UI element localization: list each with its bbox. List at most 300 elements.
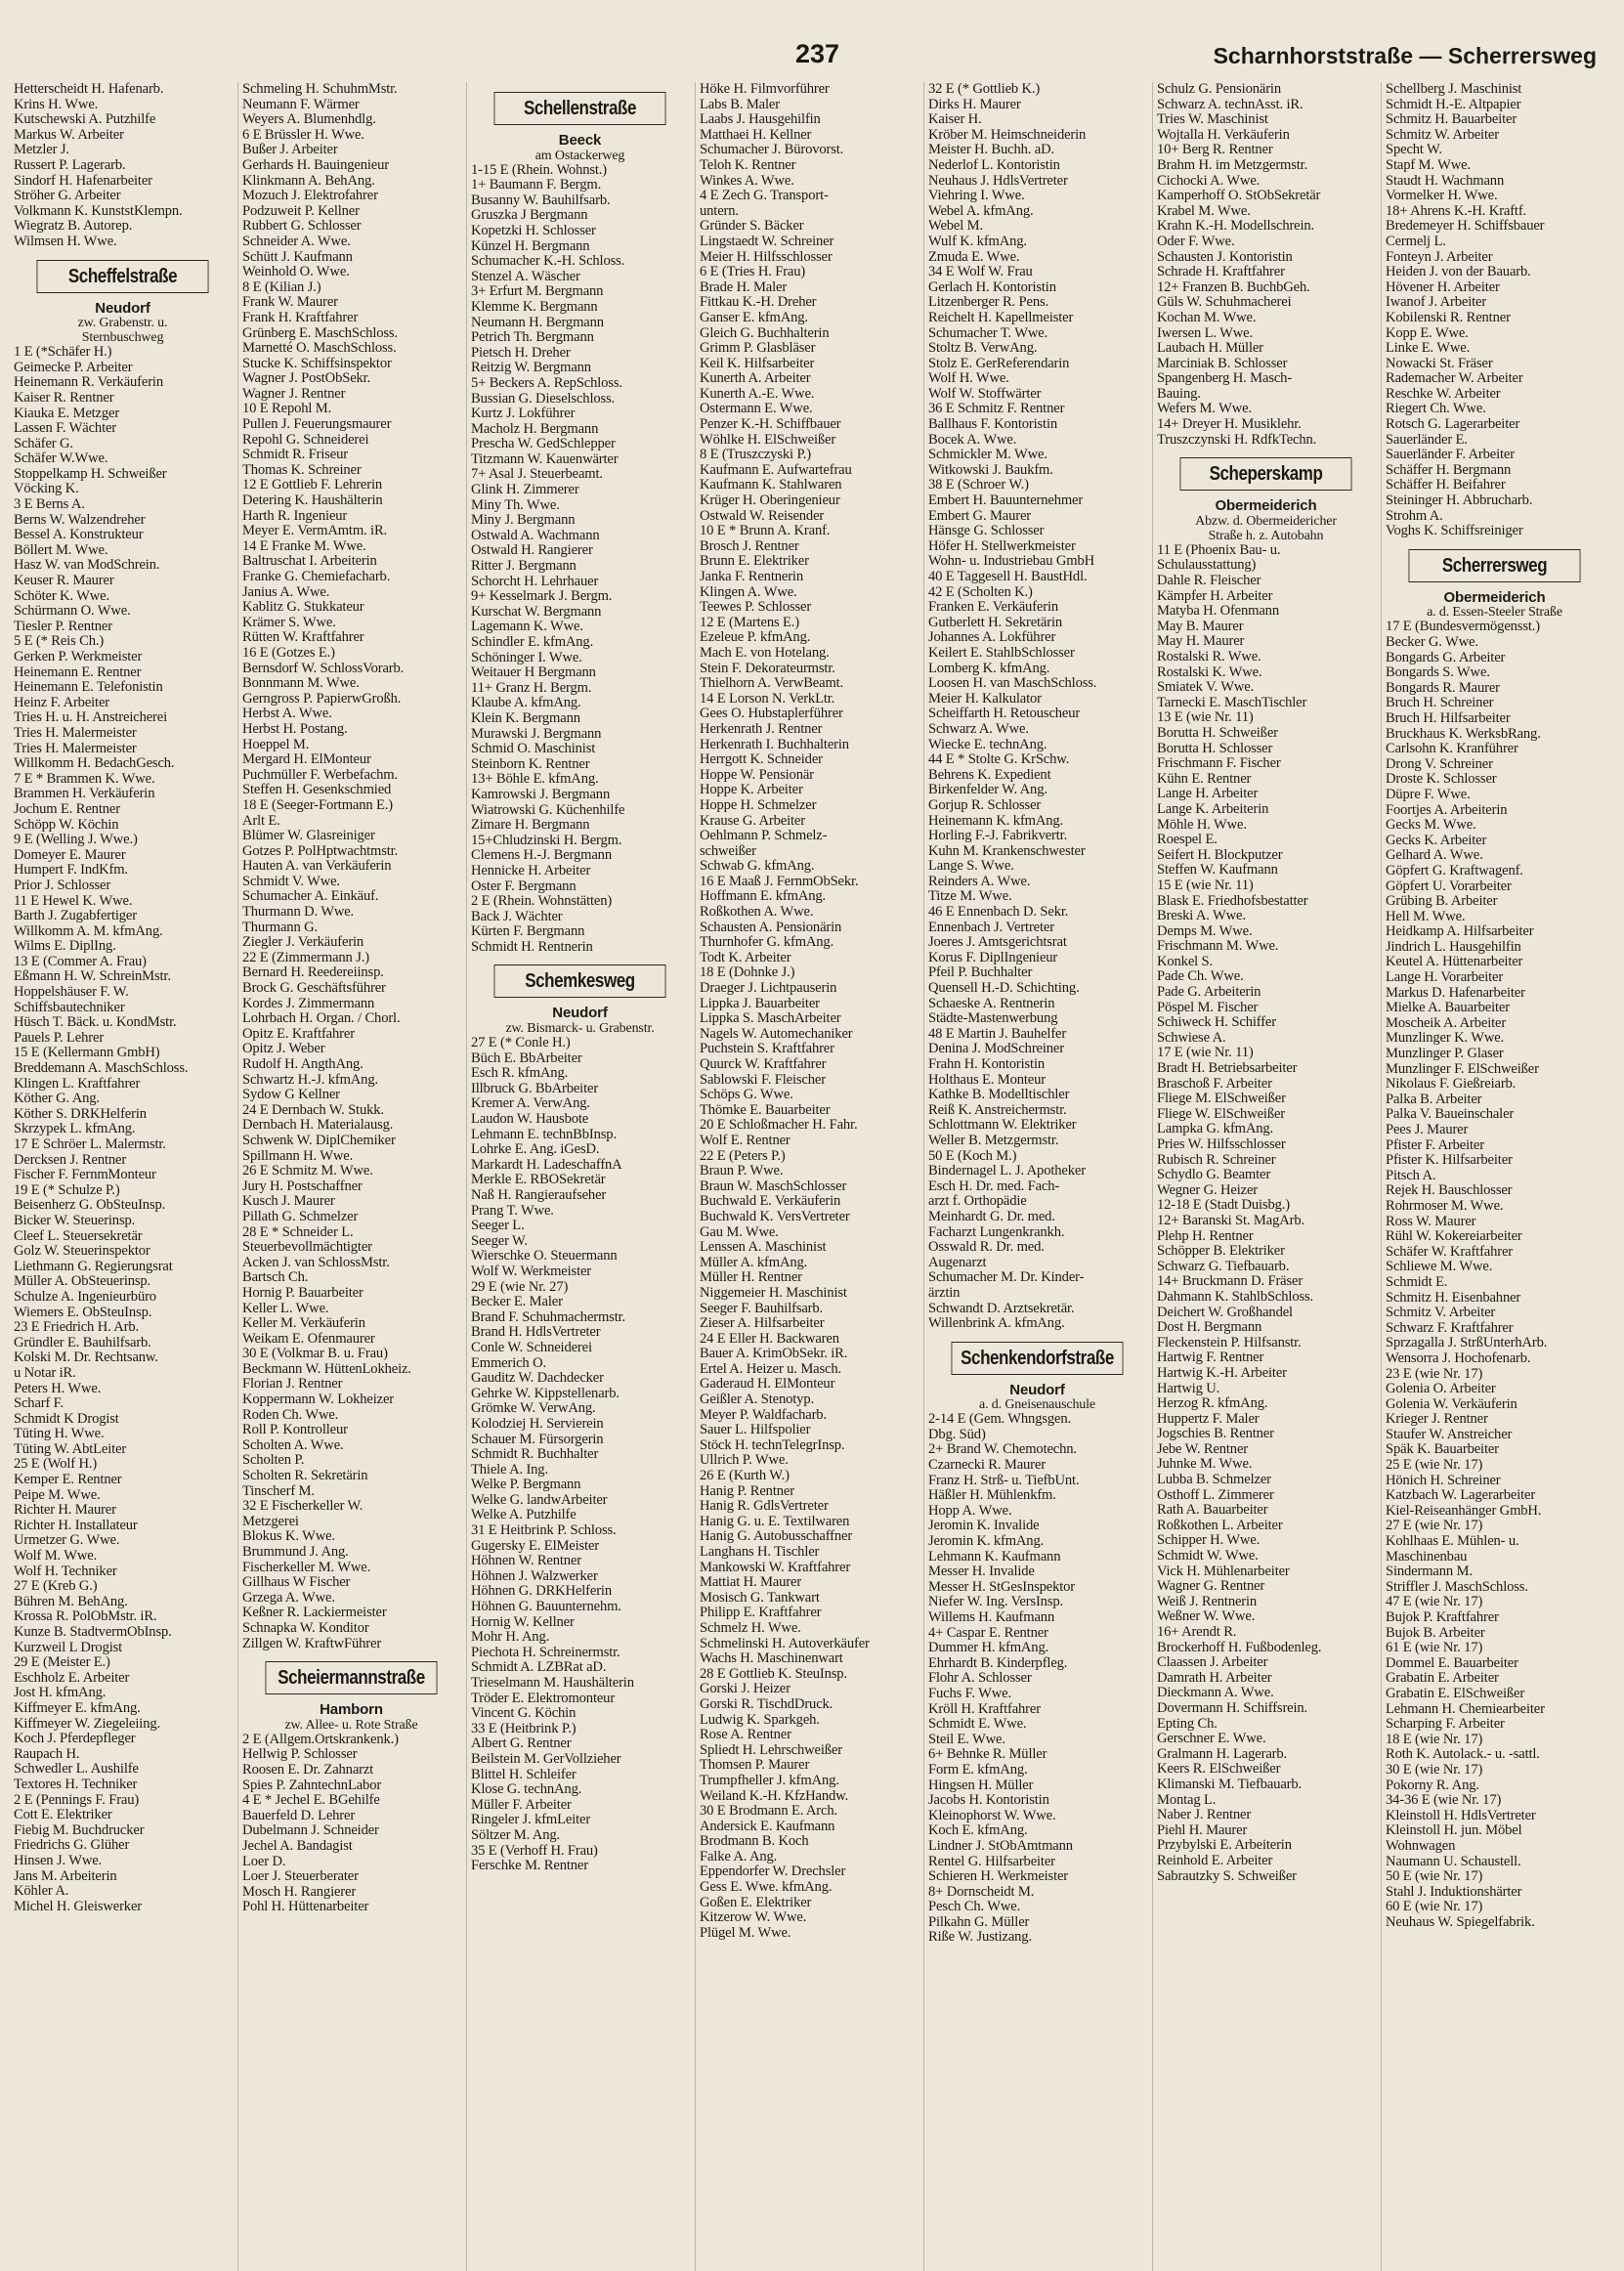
directory-entry: Gutberlett H. Sekretärin: [928, 615, 1063, 630]
directory-entry: Jechel A. Bandagist: [242, 1838, 353, 1854]
directory-entry: Ziegler J. Verkäuferin: [242, 935, 364, 951]
directory-entry: 5 E (* Reis Ch.): [14, 634, 105, 650]
directory-entry: Hasz W. van ModSchrein.: [14, 558, 160, 574]
directory-entry: Glink H. Zimmerer: [471, 483, 579, 498]
directory-entry: 42 E (Scholten K.): [928, 584, 1033, 600]
directory-entry: 8 E (Kilian J.): [242, 279, 321, 295]
directory-entry: Hinsen J. Wwe.: [14, 1853, 103, 1868]
directory-entry: Piehl H. Maurer: [1157, 1822, 1248, 1838]
directory-entry: Jost H. kfmAng.: [14, 1686, 107, 1701]
directory-entry: Willenbrink A. kfmAng.: [928, 1316, 1065, 1332]
directory-entry: Krieger J. Rentner: [1386, 1412, 1488, 1428]
directory-entry: Damrath H. Arbeiter: [1157, 1670, 1272, 1686]
directory-entry: 22 E (Zimmermann J.): [242, 950, 369, 965]
directory-entry: Fleckenstein P. Hilfsanstr.: [1157, 1335, 1302, 1350]
directory-entry: 13 E (Commer A. Frau): [14, 954, 147, 969]
directory-entry: Tiesler P. Rentner: [14, 619, 112, 634]
directory-entry: Gau M. Wwe.: [700, 1224, 779, 1240]
directory-entry: Plügel M. Wwe.: [700, 1925, 791, 1941]
directory-entry: Joeres J. Amtsgerichtsrat: [928, 935, 1067, 951]
directory-entry: Schindler E. kfmAng.: [471, 635, 594, 650]
directory-entry: Reichelt H. Kapellmeister: [928, 310, 1074, 325]
directory-entry: Dahmann K. StahlbSchloss.: [1157, 1289, 1314, 1305]
directory-entry: Brummund J. Ang.: [242, 1545, 349, 1560]
directory-entry: Gees O. Hubstaplerführer: [700, 707, 843, 722]
column-6: [1152, 82, 1375, 2271]
directory-entry: Rudolf H. AngthAng.: [242, 1057, 363, 1072]
directory-entry: Fischer F. FernmMonteur: [14, 1168, 156, 1183]
directory-entry: Lagemann K. Wwe.: [471, 620, 583, 635]
directory-entry: 29 E (wie Nr. 27): [471, 1279, 569, 1295]
directory-entry: Sauer L. Hilfspolier: [700, 1423, 811, 1438]
directory-entry: 30 E Brodmann E. Arch.: [700, 1804, 837, 1820]
directory-entry: Schumacher J. Bürovorst.: [700, 143, 844, 158]
directory-entry: Krause G. Arbeiter: [700, 813, 805, 829]
directory-entry: 6 E (Tries H. Frau): [700, 265, 806, 280]
directory-entry: Jeromin K. Invalide: [928, 1519, 1040, 1534]
directory-entry: 2 E (Pennings F. Frau): [14, 1792, 140, 1808]
directory-entry: Ehrhardt B. Kinderpfleg.: [928, 1655, 1068, 1671]
directory-entry: Schipper H. Wwe.: [1157, 1533, 1261, 1549]
directory-entry: Thurnhofer G. kfmAng.: [700, 935, 834, 951]
directory-entry: Hetterscheidt H. Hafenarb.: [14, 82, 164, 97]
directory-entry: Gruszka J Bergmann: [471, 208, 588, 224]
directory-entry: Schwab G. kfmAng.: [700, 859, 815, 875]
directory-entry: Frahn H. Kontoristin: [928, 1057, 1046, 1072]
directory-entry: Opitz E. Kraftfahrer: [242, 1026, 355, 1042]
directory-entry: Munzlinger F. ElSchweißer: [1386, 1061, 1539, 1077]
directory-entry: Labs B. Maler: [700, 97, 780, 112]
directory-entry: Marciniak B. Schlosser: [1157, 356, 1288, 371]
directory-entry: Lehmann E. technBbInsp.: [471, 1127, 617, 1142]
directory-entry: Wolf H. Wwe.: [928, 371, 1009, 387]
directory-entry: Schmitz H. Eisenbahner: [1386, 1290, 1521, 1306]
directory-entry: Oehlmann P. Schmelz-: [700, 829, 828, 844]
directory-entry: Schwarz F. Kraftfahrer: [1386, 1320, 1514, 1336]
directory-entry: Schiweck H. Schiffer: [1157, 1015, 1276, 1031]
directory-entry: Fiebig M. Buchdrucker: [14, 1822, 145, 1838]
directory-entry: Vincent G. Köchin: [471, 1706, 577, 1722]
directory-entry: Dernbach H. Materialausg.: [242, 1118, 394, 1134]
directory-entry: Schwandt D. Arztsekretär.: [928, 1301, 1075, 1316]
directory-entry: Lenssen A. Maschinist: [700, 1240, 827, 1256]
directory-entry: 61 E (wie Nr. 17): [1386, 1641, 1483, 1656]
directory-entry: Kobilenski R. Rentner: [1386, 310, 1511, 325]
directory-entry: Bruckhaus K. WerksbRang.: [1386, 726, 1541, 742]
directory-entry: Breddemann A. MaschSchloss.: [14, 1061, 189, 1077]
directory-entry: Striffler J. MaschSchloss.: [1386, 1579, 1528, 1595]
directory-entry: Fittkau K.-H. Dreher: [700, 295, 817, 311]
directory-entry: 5+ Beckers A. RepSchloss.: [471, 375, 622, 391]
directory-entry: Trieselmann M. Haushälterin: [471, 1676, 634, 1691]
directory-entry: Hoppelshäuser F. W.: [14, 985, 129, 1001]
directory-entry: Klimanski M. Tiefbauarb.: [1157, 1777, 1303, 1792]
street-heading: Scherrersweg: [1409, 549, 1581, 582]
directory-entry: Koch E. kfmAng.: [928, 1823, 1028, 1839]
directory-entry: 28 E Gottlieb K. SteuInsp.: [700, 1666, 847, 1682]
directory-entry: Gauditz W. Dachdecker: [471, 1371, 604, 1387]
directory-entry: Schmeling H. SchuhmMstr.: [242, 82, 398, 97]
directory-entry: Wolf M. Wwe.: [14, 1549, 98, 1564]
directory-entry: Schmidt A. LZBRat aD.: [471, 1660, 607, 1676]
directory-entry: Willkomm H. BedachGesch.: [14, 756, 175, 772]
directory-entry: Kiauka E. Metzger: [14, 406, 120, 421]
directory-entry: Deichert W. Großhandel: [1157, 1305, 1293, 1320]
directory-entry: Brosch J. Rentner: [700, 538, 799, 554]
directory-entry: 32 E (* Gottlieb K.): [928, 82, 1041, 97]
directory-entry: 4 E Zech G. Transport-: [700, 189, 829, 204]
directory-entry: Schmitz V. Arbeiter: [1386, 1306, 1496, 1321]
directory-entry: Franke G. Chemiefacharb.: [242, 570, 391, 584]
directory-entry: 50 E (Koch M.): [928, 1148, 1017, 1164]
directory-entry: Ennenbach J. Vertreter: [928, 920, 1054, 935]
directory-entry: Plehp H. Rentner: [1157, 1228, 1254, 1244]
directory-entry: 15 E (wie Nr. 11): [1157, 878, 1254, 893]
directory-entry: Hanig P. Rentner: [700, 1483, 794, 1499]
directory-entry: Foortjes A. Arbeiterin: [1386, 802, 1508, 818]
directory-entry: Montag L.: [1157, 1792, 1217, 1808]
directory-entry: Kochan M. Wwe.: [1157, 310, 1257, 325]
directory-entry: Keutel A. Hüttenarbeiter: [1386, 955, 1523, 970]
directory-entry: Pade Ch. Wwe.: [1157, 969, 1244, 985]
directory-entry: Klingen L. Kraftfahrer: [14, 1076, 141, 1092]
directory-entry: Strohm A.: [1386, 508, 1443, 524]
directory-entry: Bongards S. Wwe.: [1386, 665, 1490, 681]
directory-entry: Koch J. Pferdepfleger: [14, 1732, 136, 1747]
directory-entry: Schellberg J. Maschinist: [1386, 82, 1522, 97]
directory-entry: Gelhard A. Wwe.: [1386, 848, 1483, 864]
directory-entry: Meyer E. VermAmtm. iR.: [242, 524, 388, 539]
directory-entry: Schmidt K Drogist: [14, 1411, 119, 1427]
directory-entry: Acken J. van SchlossMstr.: [242, 1255, 390, 1270]
directory-entry: Zmuda E. Wwe.: [928, 249, 1020, 265]
directory-entry: Lomberg K. kfmAng.: [928, 661, 1050, 676]
directory-entry: Dovermann H. Schiffsrein.: [1157, 1700, 1308, 1716]
directory-entry: Laudon W. Hausbote: [471, 1112, 589, 1128]
directory-entry: Richter H. Maurer: [14, 1503, 116, 1519]
directory-entry: Brade H. Maler: [700, 279, 788, 295]
directory-entry: Kutschewski A. Putzhilfe: [14, 112, 156, 128]
directory-entry: Späk K. Bauarbeiter: [1386, 1442, 1499, 1458]
directory-entry: Schöpp W. Köchin: [14, 817, 119, 833]
directory-entry: Ferschke M. Rentner: [471, 1859, 588, 1874]
directory-entry: Herrgott K. Schneider: [700, 752, 823, 768]
directory-entry: 14+ Dreyer H. Musiklehr.: [1157, 417, 1302, 433]
directory-entry: Bredemeyer H. Schiffsbauer: [1386, 219, 1545, 235]
directory-entry: Gerlach H. Kontoristin: [928, 279, 1056, 295]
directory-entry: Ertel A. Heizer u. Masch.: [700, 1361, 841, 1377]
directory-entry: Tries H. u. H. Anstreicherei: [14, 710, 167, 726]
directory-entry: Bradt H. Betriebsarbeiter: [1157, 1061, 1298, 1077]
directory-entry: Sabrautzky S. Schweißer: [1157, 1868, 1297, 1884]
directory-entry: 25 E (wie Nr. 17): [1386, 1458, 1483, 1474]
directory-entry: Nederlof L. Kontoristin: [928, 157, 1060, 173]
directory-entry: Puchmüller F. Werbefachm.: [242, 767, 398, 783]
directory-entry: Grabatin E. Arbeiter: [1386, 1671, 1499, 1687]
directory-entry: Viehring I. Wwe.: [928, 189, 1025, 204]
directory-entry: Metzgerei: [242, 1514, 299, 1529]
directory-entry: 4+ Caspar E. Rentner: [928, 1625, 1048, 1641]
directory-entry: Rostalski R. Wwe.: [1157, 650, 1261, 664]
directory-entry: Matthaei H. Kellner: [700, 127, 812, 143]
directory-entry: Wegner G. Heizer: [1157, 1182, 1258, 1198]
directory-entry: 36 E Schmitz F. Rentner: [928, 402, 1065, 417]
directory-entry: Juhnke M. Wwe.: [1157, 1457, 1253, 1473]
directory-entry: Maschinenbau: [1386, 1549, 1468, 1564]
directory-entry: Schwarz A. Wwe.: [928, 721, 1029, 737]
directory-entry: Grzega A. Wwe.: [242, 1590, 335, 1606]
directory-entry: Behrens K. Expedient: [928, 767, 1051, 783]
directory-entry: 17 E (wie Nr. 11): [1157, 1046, 1254, 1061]
directory-entry: Golz W. Steuerinspektor: [14, 1244, 150, 1260]
directory-entry: Pfister K. Hilfsarbeiter: [1386, 1153, 1513, 1169]
directory-entry: Schmidt E. Wwe.: [928, 1717, 1027, 1733]
directory-entry: Roßkothen L. Arbeiter: [1157, 1518, 1283, 1533]
directory-entry: Nagels W. Automechaniker: [700, 1026, 853, 1042]
directory-entry: Eßmann H. W. SchreinMstr.: [14, 969, 171, 985]
directory-entry: 1 E (*Schäfer H.): [14, 345, 112, 361]
directory-entry: Klose G. technAng.: [471, 1782, 582, 1798]
directory-entry: Sprzagalla J. StrßUnterhArb.: [1386, 1336, 1548, 1351]
directory-entry: Hoppe K. Arbeiter: [700, 783, 803, 798]
directory-entry: Jochum E. Rentner: [14, 801, 120, 817]
column-5: [923, 82, 1146, 2271]
directory-entry: Gecks M. Wwe.: [1386, 818, 1476, 834]
directory-entry: Lehmann H. Chemiearbeiter: [1386, 1701, 1545, 1717]
directory-entry: Tarnecki E. MaschTischler: [1157, 695, 1307, 710]
directory-entry: 18+ Ahrens K.-H. Kraftf.: [1386, 203, 1527, 219]
directory-entry: 27 E (Kreb G.): [14, 1579, 98, 1595]
directory-entry: Höhnen W. Rentner: [471, 1554, 581, 1569]
directory-entry: Prescha W. GedSchlepper: [471, 437, 616, 452]
directory-entry: Spangenberg H. Masch-: [1157, 371, 1293, 387]
directory-entry: 60 E (wie Nr. 17): [1386, 1900, 1483, 1915]
directory-entry: Schumacher M. Dr. Kinder-: [928, 1270, 1085, 1286]
directory-entry: 16 E Maaß J. FernmObSekr.: [700, 874, 859, 889]
directory-entry: Schausten A. Pensionärin: [700, 920, 842, 935]
directory-entry: ärztin: [928, 1285, 961, 1301]
directory-entry: 7+ Asal J. Steuerbeamt.: [471, 467, 603, 483]
directory-entry: Schieren H. Werkmeister: [928, 1869, 1069, 1885]
directory-entry: Herzog R. kfmAng.: [1157, 1396, 1268, 1412]
directory-entry: Reinders A. Wwe.: [928, 874, 1031, 889]
directory-entry: Opitz J. Weber: [242, 1042, 325, 1057]
directory-entry: Prang T. Wwe.: [471, 1203, 554, 1219]
directory-entry: Dost H. Bergmann: [1157, 1320, 1262, 1336]
directory-entry: Wiegratz B. Autorep.: [14, 219, 133, 235]
directory-entry: 19 E (* Schulze P.): [14, 1182, 120, 1198]
directory-entry: Thiele A. Ing.: [471, 1462, 548, 1478]
directory-entry: 18 E (Seeger-Fortmann E.): [242, 797, 394, 813]
directory-entry: Klaube A. kfmAng.: [471, 696, 581, 711]
directory-entry: Möhle H. Wwe.: [1157, 817, 1247, 833]
directory-entry: Seeger W.: [471, 1233, 528, 1249]
directory-entry: Johannes A. Lokführer: [928, 630, 1056, 646]
directory-entry: Eppendorfer W. Drechsler: [700, 1864, 846, 1880]
directory-entry: Hanig G. u. E. Textilwaren: [700, 1514, 850, 1529]
directory-entry: Thomsen P. Maurer: [700, 1758, 810, 1774]
directory-entry: Wolf H. Techniker: [14, 1564, 117, 1579]
directory-entry: Kolodziej H. Servierein: [471, 1416, 604, 1432]
directory-entry: Hanig R. GdlsVertreter: [700, 1499, 829, 1515]
directory-entry: Keuser R. Maurer: [14, 574, 114, 589]
directory-entry: Willkomm A. M. kfmAng.: [14, 923, 163, 939]
directory-entry: Webel M.: [928, 219, 983, 235]
directory-entry: Wulf K. kfmAng.: [928, 234, 1027, 249]
directory-entry: Göpfert U. Vorarbeiter: [1386, 878, 1512, 894]
directory-entry: 34-36 E (wie Nr. 17): [1386, 1793, 1502, 1809]
directory-entry: Smiatek V. Wwe.: [1157, 680, 1255, 696]
directory-entry: Heiden J. von der Bauarb.: [1386, 265, 1531, 280]
directory-entry: Keil K. Hilfsarbeiter: [700, 356, 815, 371]
directory-entry: Jans M. Arbeiterin: [14, 1868, 117, 1884]
directory-entry: Mach E. von Hotelang.: [700, 645, 830, 661]
directory-entry: Florian J. Rentner: [242, 1377, 343, 1393]
directory-entry: Gerschner E. Wwe.: [1157, 1732, 1266, 1747]
directory-entry: Heinemann R. Verkäuferin: [14, 375, 163, 391]
directory-entry: Kleinstoll H. jun. Möbel: [1386, 1823, 1522, 1839]
directory-entry: Jogschies B. Rentner: [1157, 1427, 1274, 1442]
directory-entry: Quensell H.-D. Schichting.: [928, 981, 1080, 997]
directory-entry: Bujok P. Kraftfahrer: [1386, 1610, 1499, 1625]
directory-entry: Ludwig K. Sparkgeh.: [700, 1712, 820, 1728]
directory-entry: Ströher G. Arbeiter: [14, 189, 121, 204]
directory-entry: Vöcking K.: [14, 482, 79, 497]
directory-entry: Mergard H. ElMonteur: [242, 752, 371, 768]
directory-entry: Esch H. Dr. med. Fach-: [928, 1178, 1060, 1194]
directory-entry: 2-14 E (Gem. Whngsgen.: [928, 1412, 1071, 1428]
directory-entry: Holthaus E. Monteur: [928, 1072, 1046, 1088]
directory-entry: Frischmann F. Fischer: [1157, 756, 1281, 772]
directory-entry: Brock G. Geschäftsführer: [242, 981, 386, 997]
directory-entry: Lange S. Wwe.: [928, 859, 1014, 875]
directory-entry: Müller H. Rentner: [700, 1270, 802, 1286]
directory-entry: Ostwald W. Reisender: [700, 508, 825, 524]
directory-entry: Weyers A. Blumenhdlg.: [242, 112, 376, 128]
directory-entry: Dercksen J. Rentner: [14, 1152, 127, 1168]
directory-entry: Braun W. MaschSchlosser: [700, 1178, 847, 1194]
directory-entry: 14 E Lorson N. VerkLtr.: [700, 691, 835, 707]
directory-entry: Böllert M. Wwe.: [14, 542, 108, 558]
directory-entry: Rohrmoser M. Wwe.: [1386, 1198, 1504, 1214]
directory-entry: Hänsge G. Schlosser: [928, 524, 1045, 539]
directory-entry: Pilkahn G. Müller: [928, 1914, 1030, 1930]
directory-entry: Bindernagel L. J. Apotheker: [928, 1164, 1086, 1179]
directory-entry: Stenzel A. Wäscher: [471, 269, 580, 284]
directory-entry: Stapf M. Wwe.: [1386, 157, 1471, 173]
directory-entry: Hoppe W. Pensionär: [700, 767, 814, 783]
directory-entry: Schumacher K.-H. Schloss.: [471, 254, 625, 270]
directory-entry: Sydow G Kellner: [242, 1088, 340, 1103]
directory-entry: Frischmann M. Wwe.: [1157, 939, 1279, 955]
directory-entry: 8+ Dornscheidt M.: [928, 1884, 1035, 1900]
directory-entry: Tinscherf M.: [242, 1483, 315, 1499]
directory-entry: Bauer A. KrimObSekr. iR.: [700, 1347, 848, 1362]
directory-entry: Wiatrowski G. Küchenhilfe: [471, 802, 625, 818]
column-7: [1381, 82, 1603, 2271]
page-number: 237: [795, 39, 840, 68]
directory-entry: Kleinophorst W. Wwe.: [928, 1808, 1056, 1823]
directory-entry: Bartsch Ch.: [242, 1270, 309, 1286]
directory-entry: Pade G. Arbeiterin: [1157, 985, 1261, 1001]
directory-entry: Steffen H. Gesenkschmied: [242, 783, 392, 798]
directory-entry: Kleinstoll H. HdlsVertreter: [1386, 1808, 1536, 1823]
directory-entry: Söltzer M. Ang.: [471, 1827, 560, 1843]
directory-entry: Krahn K.-H. Modellschrein.: [1157, 219, 1315, 235]
directory-entry: Welke A. Putzhilfe: [471, 1508, 577, 1523]
directory-entry: Schwarz G. Tiefbauarb.: [1157, 1259, 1290, 1274]
directory-entry: Raupach H.: [14, 1746, 80, 1762]
directory-entry: 46 E Ennenbach D. Sekr.: [928, 905, 1069, 921]
street-location-note: zw. Grabenstr. u.: [77, 316, 168, 331]
directory-entry: Kremer A. VerwAng.: [471, 1096, 590, 1112]
directory-entry: Domeyer E. Maurer: [14, 847, 126, 863]
directory-entry: Höhnen G. Bauunternehm.: [471, 1600, 621, 1615]
directory-entry: 44 E * Stolte G. KrSchw.: [928, 752, 1070, 768]
column-3: [466, 82, 689, 2271]
directory-entry: Scholten A. Wwe.: [242, 1437, 344, 1453]
directory-entry: Todt K. Arbeiter: [700, 950, 791, 965]
directory-entry: Nowacki St. Fräser: [1386, 356, 1493, 371]
directory-entry: Reitzig W. Bergmann: [471, 361, 591, 376]
directory-entry: Vormelker H. Wwe.: [1386, 189, 1498, 204]
directory-entry: Klingen A. Wwe.: [700, 584, 797, 600]
directory-entry: Sablowski F. Fleischer: [700, 1072, 826, 1088]
directory-entry: Hoeppel M.: [242, 737, 310, 752]
directory-entry: Höhnen J. Walzwerker: [471, 1568, 598, 1584]
directory-entry: Schauer M. Fürsorgerin: [471, 1432, 604, 1447]
directory-entry: Rubbert G. Schlosser: [242, 219, 362, 235]
directory-entry: Wolf W. Werkmeister: [471, 1264, 592, 1279]
directory-entry: Markus W. Arbeiter: [14, 127, 124, 143]
directory-entry: 31 E Heitbrink P. Schloss.: [471, 1523, 617, 1539]
directory-entry: Wohnwagen: [1386, 1838, 1456, 1854]
directory-entry: Wefers M. Wwe.: [1157, 402, 1252, 417]
district-label: Obermeiderich: [1215, 497, 1317, 515]
directory-entry: Stoltz B. VerwAng.: [928, 341, 1038, 357]
directory-entry: Steininger H. Abbrucharb.: [1386, 493, 1533, 509]
directory-entry: Stein F. Dekorateurmstr.: [700, 661, 835, 676]
directory-entry: untern.: [700, 203, 739, 219]
directory-entry: Facharzt Lungenkrankh.: [928, 1224, 1065, 1240]
directory-entry: Stoppelkamp H. Schweißer: [14, 466, 167, 482]
directory-entry: 20 E Schloßmacher H. Fahr.: [700, 1118, 858, 1134]
directory-entry: Spies P. ZahntechnLabor: [242, 1778, 382, 1793]
directory-entry: Lingstaedt W. Schreiner: [700, 234, 834, 249]
directory-entry: Schmidt H.-E. Altpapier: [1386, 97, 1521, 112]
directory-entry: Emmerich O.: [471, 1355, 546, 1371]
directory-entry: Gess E. Wwe. kfmAng.: [700, 1880, 833, 1896]
directory-entry: Düpre F. Wwe.: [1386, 787, 1471, 802]
directory-entry: 12-18 E (Stadt Duisbg.): [1157, 1198, 1290, 1214]
directory-entry: Mankowski W. Kraftfahrer: [700, 1560, 851, 1575]
directory-entry: Janius A. Wwe.: [242, 584, 330, 600]
directory-entry: Zimare H. Bergmann: [471, 818, 590, 834]
directory-entry: Borutta H. Schlosser: [1157, 741, 1273, 756]
directory-entry: Gerhards H. Bauingenieur: [242, 157, 389, 173]
directory-entry: Embert G. Maurer: [928, 508, 1031, 524]
directory-entry: Meinhardt G. Dr. med.: [928, 1209, 1055, 1224]
directory-entry: Schnapka W. Konditor: [242, 1620, 369, 1636]
directory-entry: Embert H. Bauunternehmer: [928, 493, 1084, 509]
directory-entry: Scharping F. Arbeiter: [1386, 1717, 1505, 1733]
street-heading: Scheffelstraße: [37, 260, 209, 293]
directory-entry: Wilms E. DiplIng.: [14, 939, 116, 955]
directory-entry: Hellwig P. Schlosser: [242, 1747, 358, 1763]
directory-entry: 33 E (Heitbrink P.): [471, 1721, 577, 1736]
directory-entry: Meier H. Kalkulator: [928, 691, 1042, 707]
directory-entry: Frank W. Maurer: [242, 295, 338, 311]
